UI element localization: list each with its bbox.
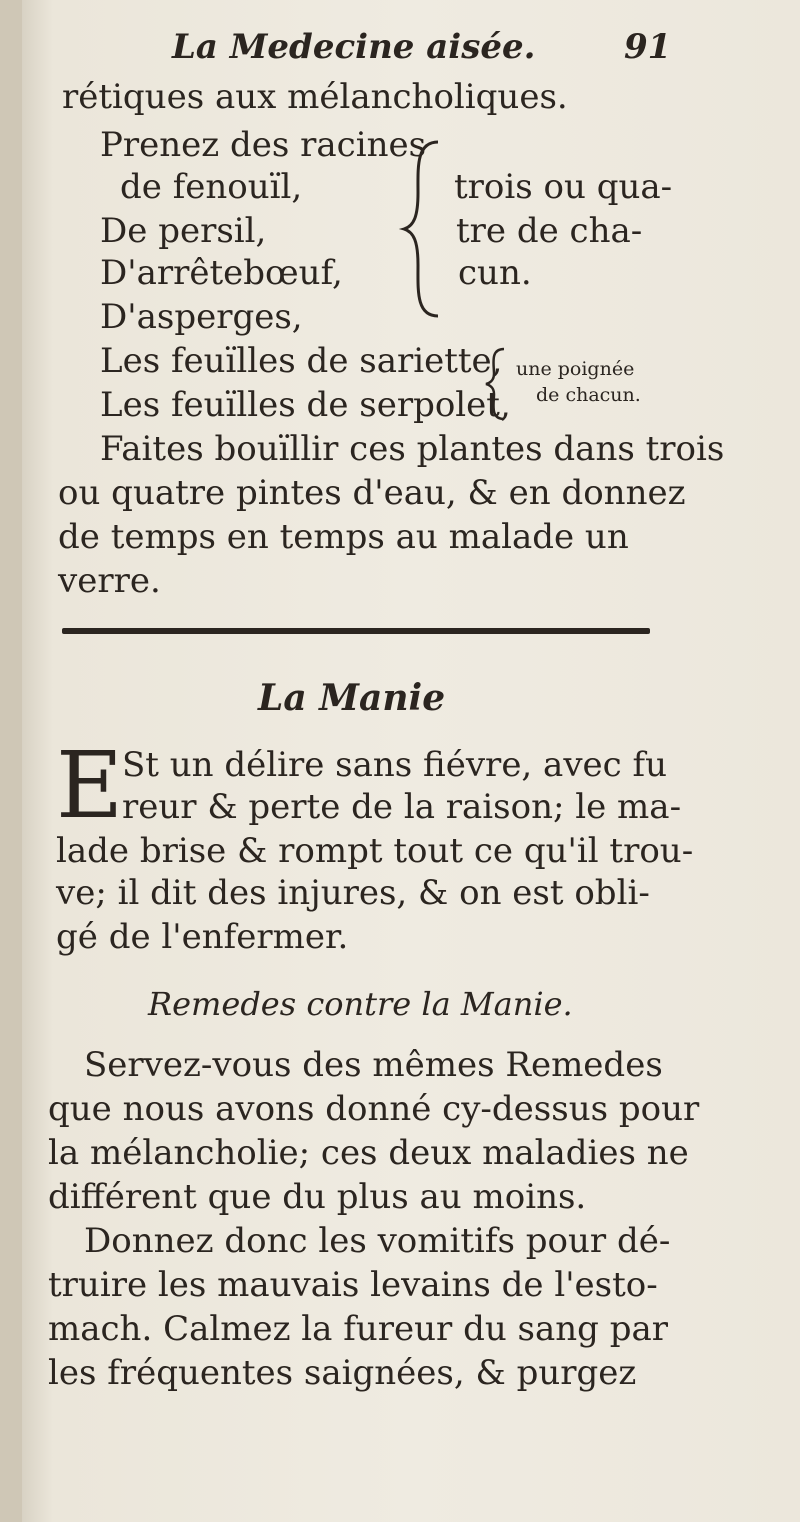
quantity-text: une poignée xyxy=(516,358,635,380)
text-line: rétiques aux mélancholiques. xyxy=(62,77,568,117)
ingredient-thyme: Les feuïlles de serpolet, xyxy=(100,385,511,425)
quantity-text: tre de cha- xyxy=(456,211,643,251)
curly-brace-icon xyxy=(482,346,512,422)
section-title: La Manie xyxy=(258,677,446,719)
text-line: ou quatre pintes d'eau, & en donnez xyxy=(58,473,686,513)
quantity-text: de chacun. xyxy=(536,384,641,406)
ingredient-parsley: De persil, xyxy=(100,211,267,251)
quantity-text: cun. xyxy=(458,253,532,293)
text-line: différent que du plus au moins. xyxy=(48,1177,587,1217)
ingredient-savory: Les feuïlles de sariette, xyxy=(100,341,503,381)
text-line: gé de l'enfermer. xyxy=(56,917,349,957)
running-header-title: La Medecine aisée. xyxy=(172,27,536,67)
curly-brace-icon xyxy=(398,138,450,320)
ingredient-asparagus: D'asperges, xyxy=(100,297,303,337)
ornamental-rule xyxy=(62,628,650,634)
text-line: lade brise & rompt tout ce qu'il trou- xyxy=(56,831,694,871)
drop-cap: E xyxy=(56,732,124,839)
ingredient-restharrow: D'arrêtebœuf, xyxy=(100,253,343,293)
quantity-text: trois ou qua- xyxy=(454,167,673,207)
text-line: truire les mauvais levains de l'esto- xyxy=(48,1265,658,1305)
text-line: verre. xyxy=(58,561,161,601)
page-number: 91 xyxy=(624,27,672,67)
text-line: que nous avons donné cy-dessus pour xyxy=(48,1089,700,1129)
book-page xyxy=(22,0,800,1522)
text-line: Donnez donc les vomitifs pour dé- xyxy=(84,1221,671,1261)
text-line: les fréquentes saignées, & purgez xyxy=(48,1353,637,1393)
text-line: Prenez des racines xyxy=(100,125,427,165)
text-line: Servez-vous des mêmes Remedes xyxy=(84,1045,663,1085)
text-line: mach. Calmez la fureur du sang par xyxy=(48,1309,669,1349)
text-line: la mélancholie; ces deux maladies ne xyxy=(48,1133,689,1173)
text-line: reur & perte de la raison; le ma- xyxy=(122,787,682,827)
ingredient-fennel: de fenouïl, xyxy=(120,167,303,207)
text-line: ve; il dit des injures, & on est obli- xyxy=(56,873,650,913)
text-line: de temps en temps au malade un xyxy=(58,517,629,557)
remedies-title: Remedes contre la Manie. xyxy=(148,985,573,1023)
text-line: St un délire sans fiévre, avec fu xyxy=(122,745,667,785)
text-line: Faites bouïllir ces plantes dans trois xyxy=(100,429,725,469)
